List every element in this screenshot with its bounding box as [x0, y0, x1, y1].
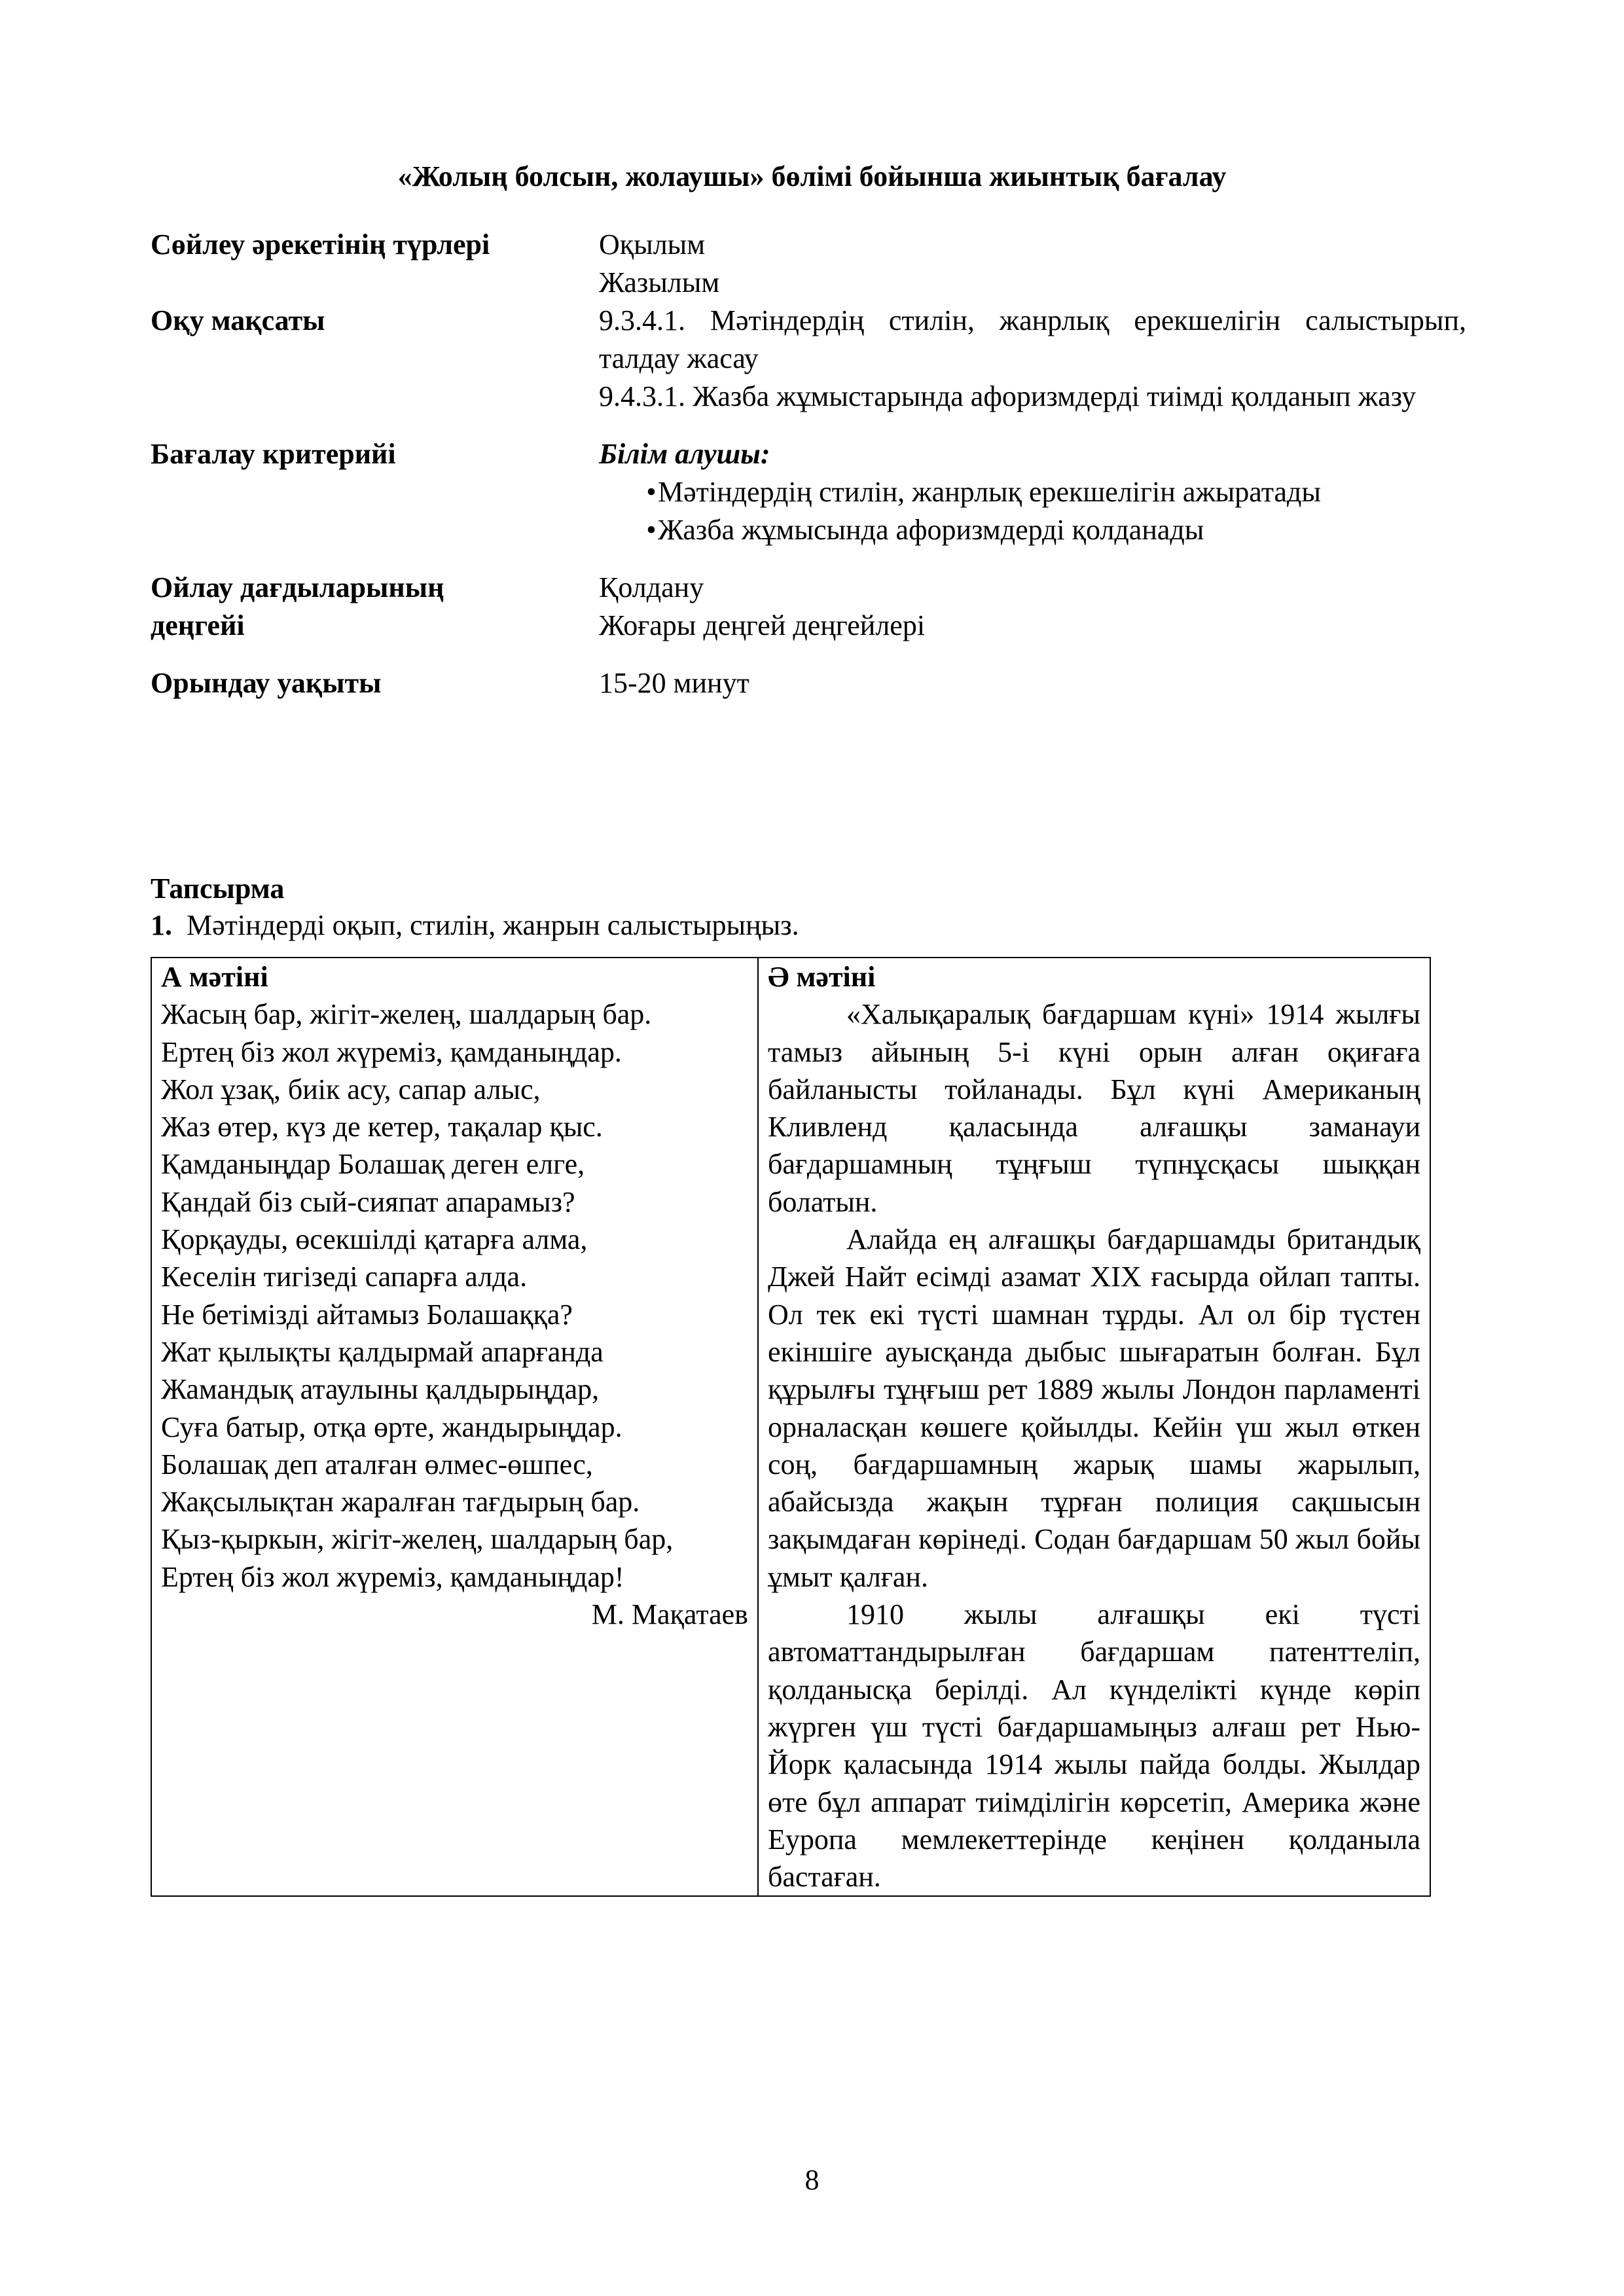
thinking-level-label: [151, 569, 599, 645]
text-b-paragraph: Алайда ең алғашқы бағдаршамды британдық Джей Найт есімді азамат XIX ғасырда ойлап тапты. Ол тек екі түсті шамнан тұрды. Ал ол бір түстен екіншіге ауысқанда дыбыс шығаратын болған. Бұл құрылғы тұңғыш рет 1889 жылы Лондон парламенті орналасқан көшеге қойылды. Кейін үш жыл өткен соң, бағдаршамның жарық шамы жарылып, абайсызда жақын тұрған полиция сақшысын зақымдаған көрінеді. Содан бағдаршам 50 жыл бойы ұмыт қалған.: [767, 1223, 1420, 1593]
poem-line: Қандай біз сый-сияпат апарамыз?: [161, 1185, 575, 1218]
texts-table: [151, 957, 1431, 1897]
duration-row: [151, 664, 1466, 702]
criteria-row: [151, 435, 1466, 549]
poem-line: Жасың бар, жігіт-желең, шалдарың бар.: [161, 998, 652, 1031]
criteria-heading: Білім алушы:: [599, 438, 770, 470]
duration-label: Орындау уақыты: [151, 667, 382, 699]
page-number: 8: [804, 2164, 820, 2196]
text-b-paragraph: 1910 жылы алғашқы екі түсті автоматтандырылған бағдаршам патенттеліп, қолданысқа берілді. Ал күнделікті күнде көріп жүрген үш түсті бағдаршамыңыз алғаш рет Нью-Йорк қаласында 1914 жылы пайда болды. Жылдар өте бұл аппарат тиімділігін көрсетіп, Америка және Еуропа мемлекеттерінде кеңінен қолданыла бастаған.: [767, 1598, 1420, 1893]
poem-line: Қыз-қыркын, жігіт-желең, шалдарың бар,: [161, 1523, 674, 1556]
criteria-item: • Жазба жұмысында афоризмдерді қолданады: [599, 511, 1466, 549]
duration-value: 15-20 минут: [599, 667, 749, 699]
speech-types-label: Сөйлеу әрекетінің түрлері: [151, 228, 490, 260]
speech-types-row: [151, 226, 1466, 302]
learning-goal-item: 9.4.3.1. Жазба жұмыстарында афоризмдерді тиімді қолданып жазу: [599, 380, 1416, 412]
criteria-label: Бағалау критерийі: [151, 438, 396, 470]
thinking-level-label-line: деңгейі: [151, 609, 245, 641]
task-section: [151, 870, 1479, 944]
learning-goal-value: [599, 302, 1466, 416]
poem-author: М. Мақатаев: [591, 1598, 748, 1631]
speech-type: Оқылым: [599, 228, 706, 260]
task-title: Тапсырма: [151, 872, 285, 905]
poem-line: Не бетімізді айтамыз Болашаққа?: [161, 1298, 573, 1331]
criteria-value: [599, 435, 1466, 549]
assessment-info: [151, 226, 1466, 702]
poem-line: Ертең біз жол жүреміз, қамданыңдар!: [161, 1560, 624, 1593]
thinking-level-item: Қолдану: [599, 571, 704, 603]
poem-line: Болашақ деп аталған өлмес-өшпес,: [161, 1448, 593, 1480]
criteria-list: [599, 473, 1466, 549]
poem-line: Жамандық атаулыны қалдырыңдар,: [161, 1373, 600, 1406]
poem-line: Қамданыңдар Болашақ деген елге,: [161, 1148, 585, 1181]
thinking-level-item: Жоғары деңгей деңгейлері: [599, 609, 926, 641]
page-title: «Жолың болсын, жолаушы» бөлімі бойынша жиынтық бағалау: [397, 160, 1227, 192]
text-a-header: А мәтіні: [161, 961, 268, 993]
poem-line: Жаз өтер, күз де кетер, тақалар қыс.: [161, 1111, 603, 1143]
task-text: Мәтіндерді оқып, стилін, жанрын салыстырыңыз.: [187, 909, 799, 941]
text-b-cell: [758, 958, 1430, 1896]
learning-goal-label: Оқу мақсаты: [151, 304, 325, 336]
texts-table-row: [151, 958, 1430, 1896]
speech-type: Жазылым: [599, 266, 720, 298]
task-number: 1.: [151, 909, 172, 941]
thinking-level-row: [151, 569, 1466, 645]
criteria-item: • Мәтіндердің стилін, жанрлық ерекшелігін ажыратады: [599, 473, 1466, 511]
poem-line: Қорқауды, өсекшілді қатарға алма,: [161, 1223, 588, 1256]
poem-line: Жат қылықты қалдырмай апарғанда: [161, 1335, 604, 1368]
learning-goal-item: 9.3.4.1. Мәтіндердің стилін, жанрлық ерекшелігін салыстырып, талдау жасау: [599, 304, 1466, 374]
poem-line: Жол ұзақ, биік асу, сапар алыс,: [161, 1073, 541, 1105]
text-a-cell: [151, 958, 758, 1896]
thinking-level-value: [599, 569, 1466, 645]
poem-line: Суға батыр, отқа өрте, жандырыңдар.: [161, 1410, 623, 1443]
poem-line: Ертең біз жол жүреміз, қамданыңдар.: [161, 1035, 622, 1068]
task-instruction: [151, 907, 1479, 944]
poem-line: Жақсылықтан жаралған тағдырың бар.: [161, 1486, 640, 1518]
poem-line: Кеселін тигізеді сапарға алда.: [161, 1261, 528, 1293]
text-b-paragraph: «Халықаралық бағдаршам күні» 1914 жылғы тамыз айының 5-і күні орын алған оқиғаға байланысты тойланады. Бұл күні Американың Кливленд қаласында алғашқы заманауи бағдаршамның тұңғыш түпнұсқасы шыққан болатын.: [767, 998, 1420, 1218]
learning-goal-row: [151, 302, 1466, 416]
speech-types-value: [599, 226, 1466, 302]
thinking-level-label-line: Ойлау дағдыларының: [151, 571, 444, 603]
text-b-header: Ә мәтіні: [767, 961, 876, 993]
